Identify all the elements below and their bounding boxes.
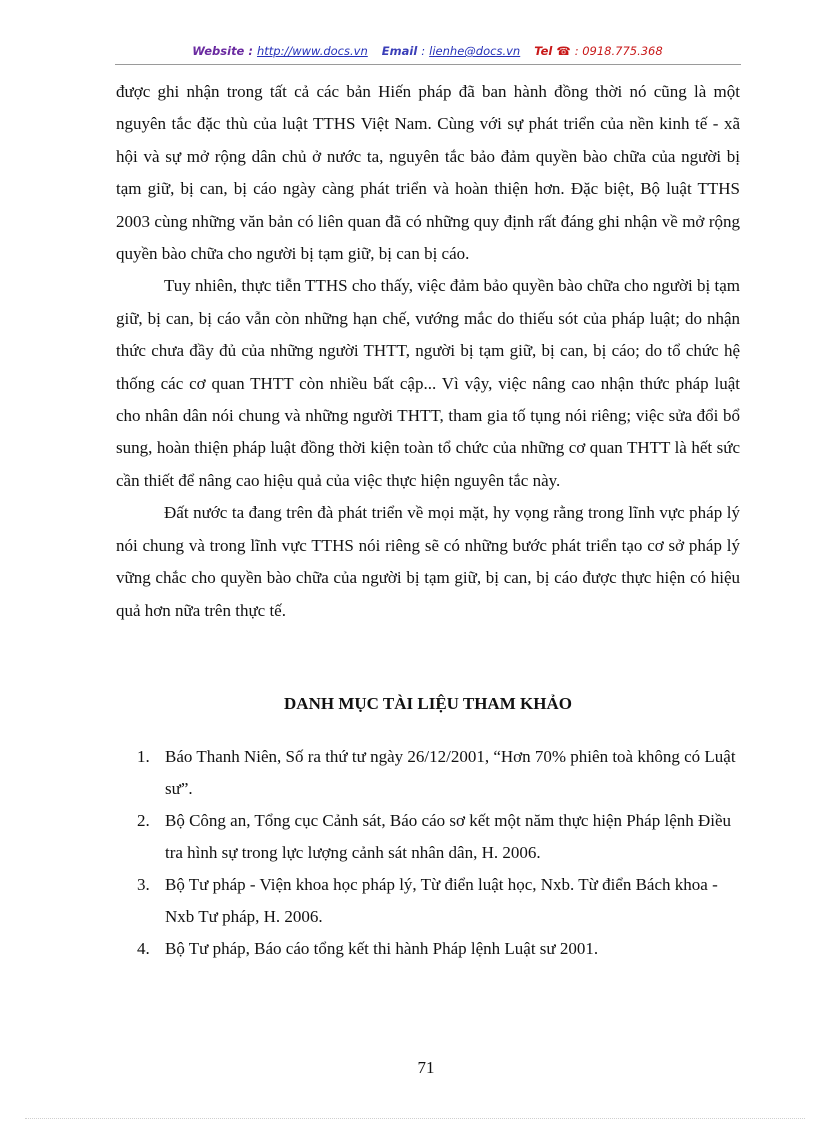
page-header xyxy=(115,44,740,58)
reference-item xyxy=(137,741,751,805)
paragraph-1: được ghi nhận trong tất cả các bản Hiến pháp đã ban hành đồng thời nó cũng là một nguyên tắc đặc thù của luật TTHS Việt Nam. Cùng với sự phát triển của nền kinh tế - xã hội và sự mở rộng dân chủ ở nước ta, nguyên tắc bảo đảm quyền bào chữa của người bị tạm giữ, bị can, bị cáo ngày càng phát triển và hoàn thiện hơn. Đặc biệt, Bộ luật TTHS 2003 cùng những văn bản có liên quan đã có những quy định rất đáng ghi nhận về mở rộng quyền bào chữa cho người bị tạm giữ, bị can bị cáo. xyxy=(116,82,740,264)
phone-icon: ☎ xyxy=(556,44,571,58)
reference-number: 2. xyxy=(137,811,150,830)
website-link[interactable]: http://www.docs.vn xyxy=(256,44,368,58)
reference-text: Bộ Tư pháp - Viện khoa học pháp lý, Từ điển luật học, Nxb. Từ điển Bách khoa - Nxb Tư pháp, H. 2006. xyxy=(165,875,718,926)
page-number: 71 xyxy=(417,1058,435,1077)
reference-item xyxy=(137,805,751,869)
email-label: Email xyxy=(381,44,418,58)
paragraph-3: Đất nước ta đang trên đà phát triển về mọi mặt, hy vọng rằng trong lĩnh vực pháp lý nói chung và trong lĩnh vực TTHS nói riêng sẽ có những bước phát triển tạo cơ sở pháp lý vững chắc cho quyền bào chữa của người bị tạm giữ, bị can, bị cáo được thực hiện có hiệu quả hơn nữa trên thực tế. xyxy=(116,503,740,620)
footer-divider xyxy=(25,1118,805,1119)
references-list xyxy=(137,741,751,965)
email-separator: : xyxy=(421,44,426,58)
website-label: Website : xyxy=(192,44,253,58)
tel-value: : 0918.775.368 xyxy=(574,44,663,58)
references-heading: DANH MỤC TÀI LIỆU THAM KHẢO xyxy=(284,694,572,713)
reference-number: 1. xyxy=(137,747,150,766)
reference-number: 4. xyxy=(137,939,150,958)
reference-text: Bộ Công an, Tổng cục Cảnh sát, Báo cáo sơ kết một năm thực hiện Pháp lệnh Điều tra hình sự trong lực lượng cảnh sát nhân dân, H. 2006. xyxy=(165,811,732,862)
body-text xyxy=(116,76,740,627)
paragraph-2: Tuy nhiên, thực tiễn TTHS cho thấy, việc đảm bảo quyền bào chữa cho người bị tạm giữ, bị can, bị cáo vẫn còn những hạn chế, vướng mắc do thiếu sót của pháp luật; do nhận thức chưa đầy đủ của những người THTT, người bị tạm giữ, bị can, bị cáo; do tổ chức hệ thống các cơ quan THTT còn nhiều bất cập... Vì vậy, việc nâng cao nhận thức pháp luật cho nhân dân nói chung và những người THTT, tham gia tố tụng nói riêng; việc sửa đổi bổ sung, hoàn thiện pháp luật đồng thời kiện toàn tổ chức của những cơ quan THTT là hết sức cần thiết để nâng cao hiệu quả của việc thực hiện nguyên tắc này. xyxy=(116,276,740,490)
reference-number: 3. xyxy=(137,875,150,894)
reference-item xyxy=(137,933,751,965)
reference-text: Bộ Tư pháp, Báo cáo tổng kết thi hành Pháp lệnh Luật sư 2001. xyxy=(165,939,599,958)
email-link[interactable]: lienhe@docs.vn xyxy=(429,44,521,58)
reference-item xyxy=(137,869,751,933)
tel-label: Tel xyxy=(534,44,553,58)
reference-text: Báo Thanh Niên, Số ra thứ tư ngày 26/12/2001, “Hơn 70% phiên toà không có Luật sư”. xyxy=(165,747,736,798)
header-divider xyxy=(115,64,741,65)
